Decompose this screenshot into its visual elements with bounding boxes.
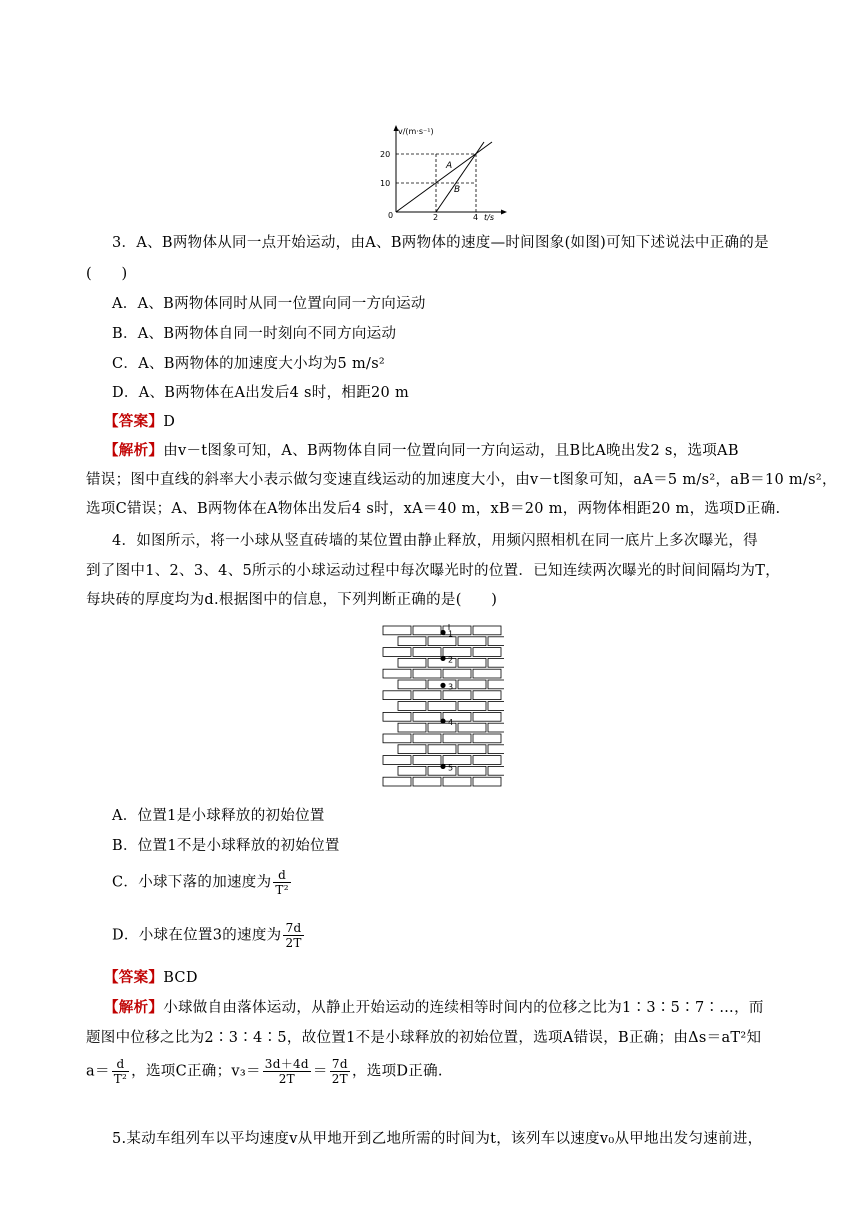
- ball-position-5: [440, 764, 445, 769]
- brick: [473, 669, 501, 678]
- brick: [398, 745, 426, 754]
- ball-position-4: [440, 718, 445, 723]
- brick: [488, 702, 504, 711]
- q4-answer: [104, 968, 198, 988]
- brick: [413, 691, 441, 700]
- analysis-text: 由v－t图象可知，A、B两物体自同一位置向同一方向运动，且B比A晚出发2 s，选项AB: [163, 443, 739, 459]
- analysis-tag: 【解析】: [104, 442, 164, 459]
- x-axis-label: t/s: [484, 213, 494, 222]
- brick: [398, 723, 426, 732]
- y-tick-10: 10: [380, 179, 391, 188]
- fraction-a: [112, 1057, 129, 1086]
- origin-label: 0: [388, 211, 394, 220]
- brick: [473, 648, 501, 657]
- y-axis-label: v/(m·s⁻¹): [398, 127, 434, 136]
- answer-tag: 【答案】: [104, 413, 164, 430]
- brick: [458, 723, 486, 732]
- q3-analysis-line1: [104, 441, 739, 461]
- brick: [488, 745, 504, 754]
- fraction-den: 2T: [278, 1072, 295, 1086]
- q4-option-b: B．位置1不是小球释放的初始位置: [112, 838, 340, 854]
- brick: [488, 723, 504, 732]
- q3-option-b: B．A、B两物体自同一时刻向不同方向运动: [112, 326, 397, 342]
- brick: [428, 745, 456, 754]
- brick-wall-figure: [382, 624, 504, 792]
- brick: [398, 637, 426, 646]
- option-c-text: C．小球下落的加速度为: [112, 874, 272, 891]
- fraction-den: 2T: [331, 1072, 348, 1086]
- series-label-a: A: [446, 161, 453, 171]
- brick: [473, 756, 501, 765]
- fraction-d: [283, 921, 303, 950]
- fraction-den: 2T: [285, 936, 302, 950]
- brick: [413, 669, 441, 678]
- brick: [383, 777, 411, 786]
- analysis-text: a＝: [86, 1063, 110, 1080]
- q4-stem-line1: 4．如图所示，将一小球从竖直砖墙的某位置由静止释放，用频闪照相机在同一底片上多次曝光，得: [112, 533, 758, 549]
- fraction-num: d: [273, 868, 290, 883]
- brick: [383, 756, 411, 765]
- brick: [398, 658, 426, 667]
- position-label-3: 3: [448, 682, 454, 692]
- brick: [488, 680, 504, 689]
- x-tick-2: 2: [433, 213, 439, 222]
- brick: [473, 712, 501, 721]
- ball-position-3: [440, 683, 445, 688]
- x-tick-4: 4: [473, 213, 479, 222]
- option-d-text: D．小球在位置3的速度为: [112, 927, 282, 944]
- answer-value: BCD: [163, 970, 198, 986]
- position-label-2: 2: [448, 655, 454, 665]
- brick: [428, 702, 456, 711]
- fraction-result: [330, 1057, 350, 1086]
- analysis-text: 小球做自由落体运动，从静止开始运动的连续相等时间内的位移之比为1∶3∶5∶7∶…，而: [163, 1000, 764, 1016]
- vt-graph: [380, 122, 510, 222]
- fraction-num: d: [112, 1057, 129, 1072]
- brick: [413, 734, 441, 743]
- fraction-den: T²: [113, 1072, 128, 1086]
- brick: [383, 712, 411, 721]
- brick: [413, 756, 441, 765]
- q3-stem-line2: ( ): [86, 266, 128, 282]
- q4-option-c: [112, 868, 293, 897]
- brick: [473, 734, 501, 743]
- analysis-tag: 【解析】: [104, 999, 164, 1016]
- brick: [458, 702, 486, 711]
- brick: [413, 777, 441, 786]
- q4-analysis-line1: [104, 998, 764, 1018]
- brick: [383, 669, 411, 678]
- ball-position-1: [440, 630, 445, 635]
- brick: [458, 766, 486, 775]
- q3-analysis-line3: 选项C错误；A、B两物体在A物体出发后4 s时，xA＝40 m，xB＝20 m，两物体相距20 m，选项D正确.: [86, 501, 781, 517]
- fraction-num: 7d: [283, 921, 303, 936]
- brick: [398, 680, 426, 689]
- q3-analysis-line2: 错误；图中直线的斜率大小表示做匀变速直线运动的加速度大小，由v－t图象可知，aA＝5 m/s²，aB＝10 m/s²，: [86, 472, 837, 488]
- brick: [473, 691, 501, 700]
- fraction-c: [273, 868, 290, 897]
- analysis-text: ，选项D正确.: [351, 1063, 443, 1080]
- series-label-b: B: [454, 185, 461, 195]
- brick: [443, 734, 471, 743]
- q4-option-d: [112, 921, 306, 950]
- q3-answer: [104, 412, 175, 432]
- brick: [398, 766, 426, 775]
- q3-option-c: C．A、B两物体的加速度大小均为5 m/s²: [112, 356, 386, 372]
- q4-stem-line2: 到了图中1、2、3、4、5所示的小球运动过程中每次曝光时的位置．已知连续两次曝光的时间间隔均为T，: [86, 563, 780, 579]
- q3-option-a: A．A、B两物体同时从同一位置向同一方向运动: [112, 296, 426, 312]
- brick: [458, 680, 486, 689]
- ball-position-2: [440, 656, 445, 661]
- brick: [413, 648, 441, 657]
- fraction-den: T²: [275, 883, 289, 897]
- fraction-num: 7d: [330, 1057, 350, 1072]
- brick: [413, 626, 441, 635]
- fraction-num: 3d＋4d: [264, 1057, 309, 1071]
- brick: [383, 734, 411, 743]
- brick: [383, 691, 411, 700]
- y-tick-20: 20: [380, 150, 391, 159]
- brick: [473, 626, 501, 635]
- brick: [458, 745, 486, 754]
- analysis-text: ，选项C正确；v₃＝: [131, 1063, 261, 1080]
- q3-stem-line1: 3．A、B两物体从同一点开始运动，由A、B两物体的速度—时间图象(如图)可知下述说法中正确的是: [112, 235, 769, 251]
- x-axis-arrow: [501, 210, 507, 215]
- brick: [488, 766, 504, 775]
- brick: [488, 637, 504, 646]
- brick: [413, 712, 441, 721]
- q4-analysis-line3: [86, 1057, 443, 1086]
- line-a: [396, 142, 492, 212]
- brick: [458, 658, 486, 667]
- q4-option-a: A．位置1是小球释放的初始位置: [112, 808, 325, 824]
- q4-analysis-line2: 题图中位移之比为2∶3∶4∶5，故位置1不是小球释放的初始位置，选项A错误，B正确；由Δs＝aT²知: [86, 1030, 762, 1046]
- answer-value: D: [163, 414, 176, 430]
- position-label-1: 1: [448, 629, 454, 639]
- position-label-5: 5: [448, 763, 454, 773]
- analysis-text: ＝: [312, 1063, 328, 1080]
- brick: [383, 626, 411, 635]
- fraction-v3: [263, 1057, 311, 1086]
- q4-stem-line3: 每块砖的厚度均为d.根据图中的信息，下列判断正确的是( ): [86, 592, 498, 608]
- brick: [488, 658, 504, 667]
- brick: [458, 637, 486, 646]
- brick: [443, 777, 471, 786]
- position-label-4: 4: [448, 718, 454, 728]
- q3-option-d: D．A、B两物体在A出发后4 s时，相距20 m: [112, 385, 410, 401]
- brick: [443, 669, 471, 678]
- brick: [383, 648, 411, 657]
- brick: [398, 702, 426, 711]
- q5-stem-line1: 5.某动车组列车以平均速度v从甲地开到乙地所需的时间为t，该列车以速度v₀从甲地出发匀速前进，: [112, 1131, 763, 1147]
- brick: [443, 691, 471, 700]
- brick: [473, 777, 501, 786]
- answer-tag: 【答案】: [104, 969, 164, 986]
